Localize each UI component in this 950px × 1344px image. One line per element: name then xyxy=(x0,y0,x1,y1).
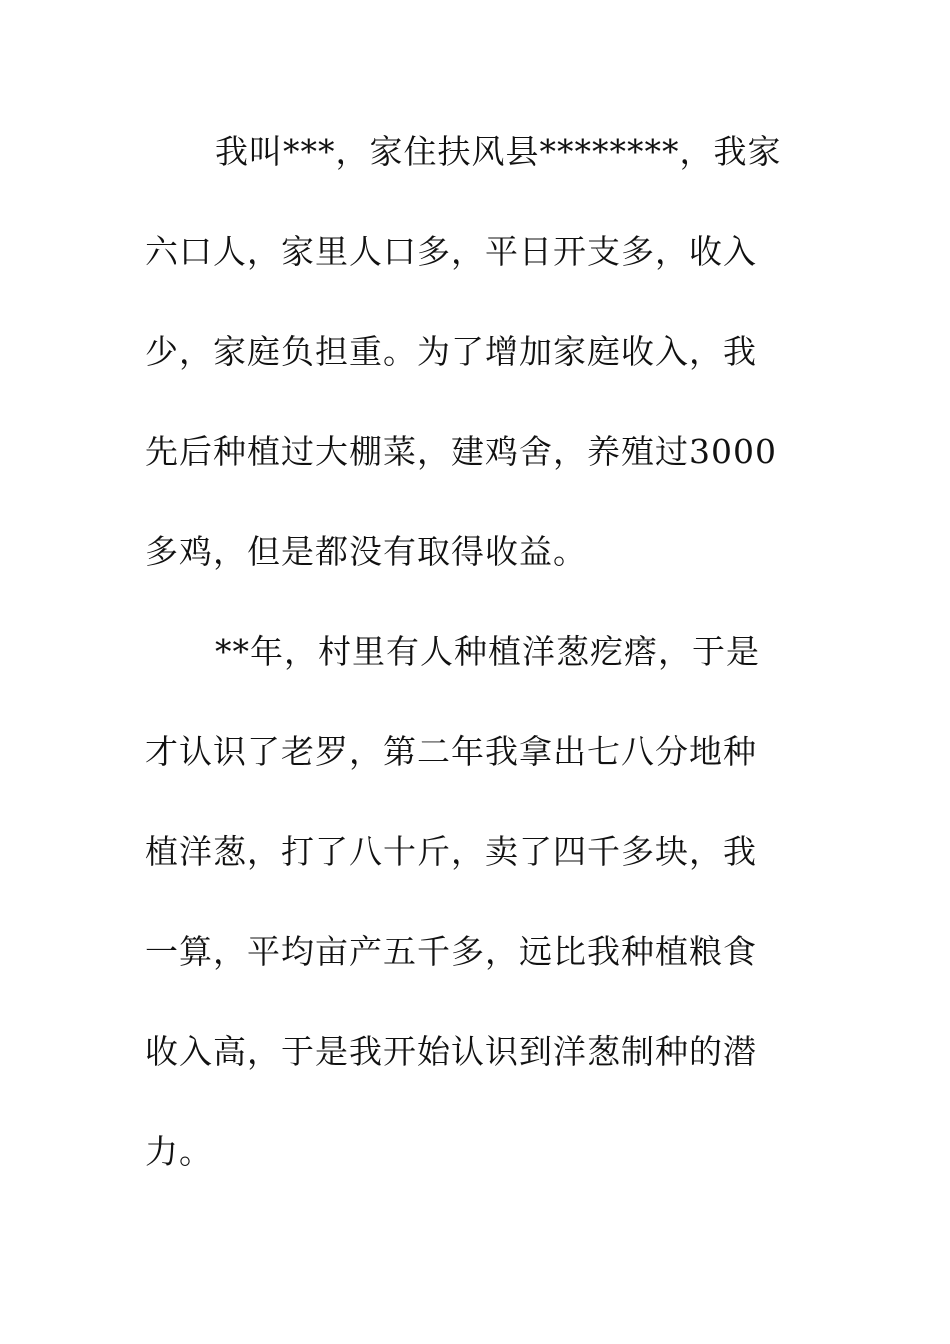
paragraph-2-line-3: 植洋葱，打了八十斤，卖了四千多块，我 xyxy=(145,832,757,871)
paragraph-1-line-1: 我叫***，家住扶风县********，我家 xyxy=(215,132,782,171)
paragraph-1-line-4: 先后种植过大棚菜，建鸡舍，养殖过3000 xyxy=(145,432,777,471)
paragraph-2-line-1: **年，村里有人种植洋葱疙瘩，于是 xyxy=(215,632,760,671)
paragraph-2-line-6: 力。 xyxy=(145,1132,213,1171)
paragraph-2-line-5: 收入高，于是我开始认识到洋葱制种的潜 xyxy=(145,1032,757,1071)
paragraph-2-line-4: 一算，平均亩产五千多，远比我种植粮食 xyxy=(145,932,757,971)
paragraph-2-line-2: 才认识了老罗，第二年我拿出七八分地种 xyxy=(145,732,757,771)
paragraph-1-line-5: 多鸡，但是都没有取得收益。 xyxy=(145,532,587,571)
body-text xyxy=(145,126,825,1226)
paragraph-1-line-3: 少，家庭负担重。为了增加家庭收入，我 xyxy=(145,332,757,371)
paragraph-1-line-2: 六口人，家里人口多，平日开支多，收入 xyxy=(145,232,757,271)
